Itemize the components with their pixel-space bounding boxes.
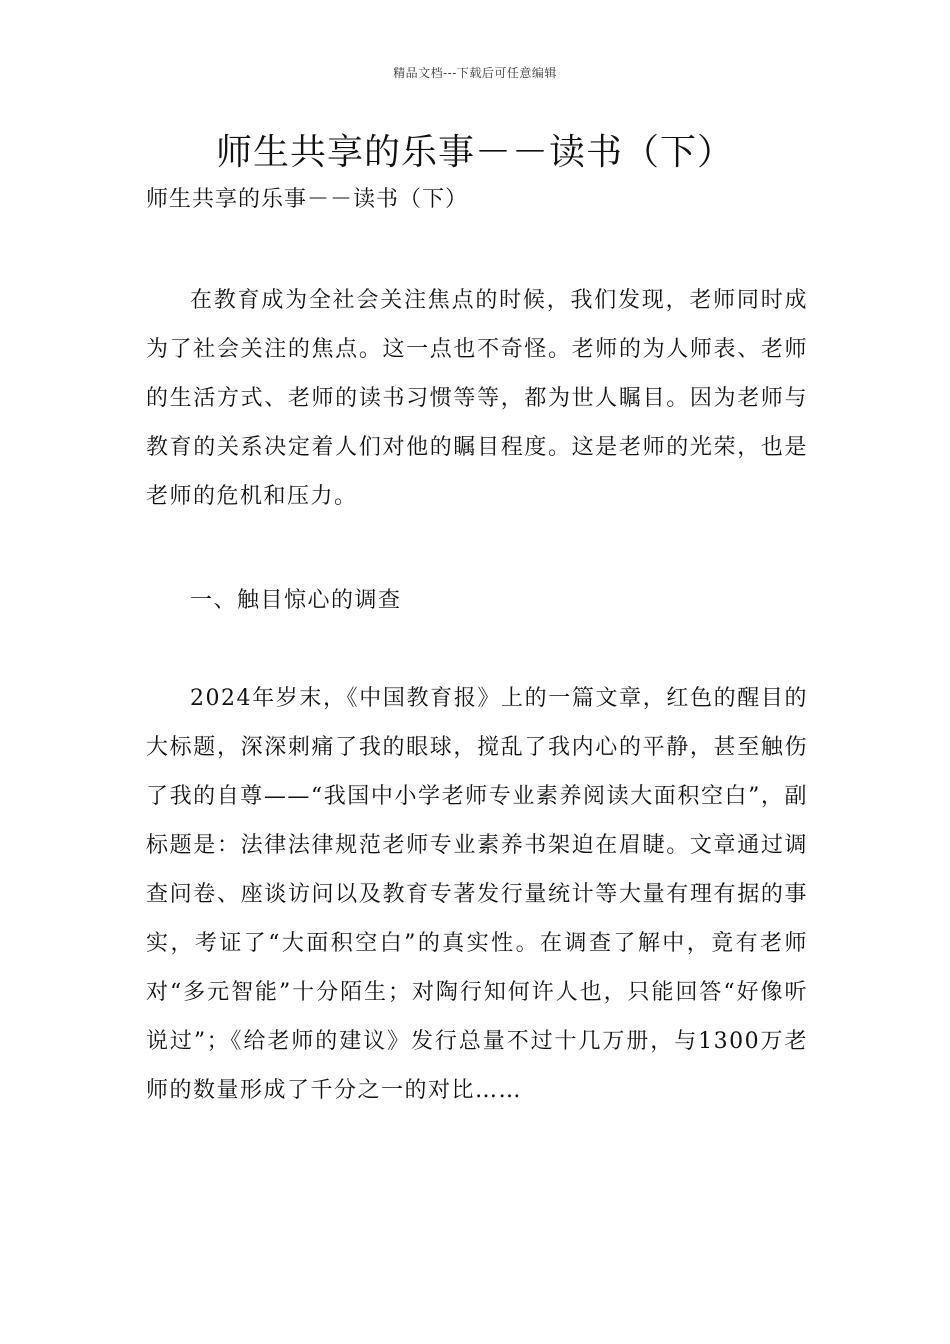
intro-paragraph: 在教育成为全社会关注焦点的时候，我们发现，老师同时成为了社会关注的焦点。这一点也不奇怪。老师的为人师表、老师的生活方式、老师的读书习惯等等，都为世人瞩目。因为老师与教育的关系决定着人们对他的瞩目程度。这是老师的光荣，也是老师的危机和压力。 [146, 288, 808, 509]
section-heading: 一、触目惊心的调查 [190, 588, 402, 613]
document-title: 师生共享的乐事－－读书（下） [215, 132, 734, 173]
document-subtitle: 师生共享的乐事－－读书（下） [146, 187, 469, 212]
header-note: 精品文档---下载后可任意编辑 [393, 66, 557, 80]
survey-paragraph: 2024年岁末，《中国教育报》上的一篇文章，红色的醒目的大标题，深深刺痛了我的眼球，搅乱了我内心的平静，甚至触伤了我的自尊——“我国中小学老师专业素养阅读大面积空白”，副标题是：法律法律规范老师专业素养书架迫在眉睫。文章通过调查问卷、座谈访问以及教育专著发行量统计等大量有理有据的事实，考证了“大面积空白”的真实性。在调查了解中，竟有老师对“多元智能”十分陌生；对陶行知何许人也，只能回答“好像听说过”；《给老师的建议》发行总量不过十几万册，与1300万老师的数量形成了千分之一的对比…… [146, 686, 808, 1103]
